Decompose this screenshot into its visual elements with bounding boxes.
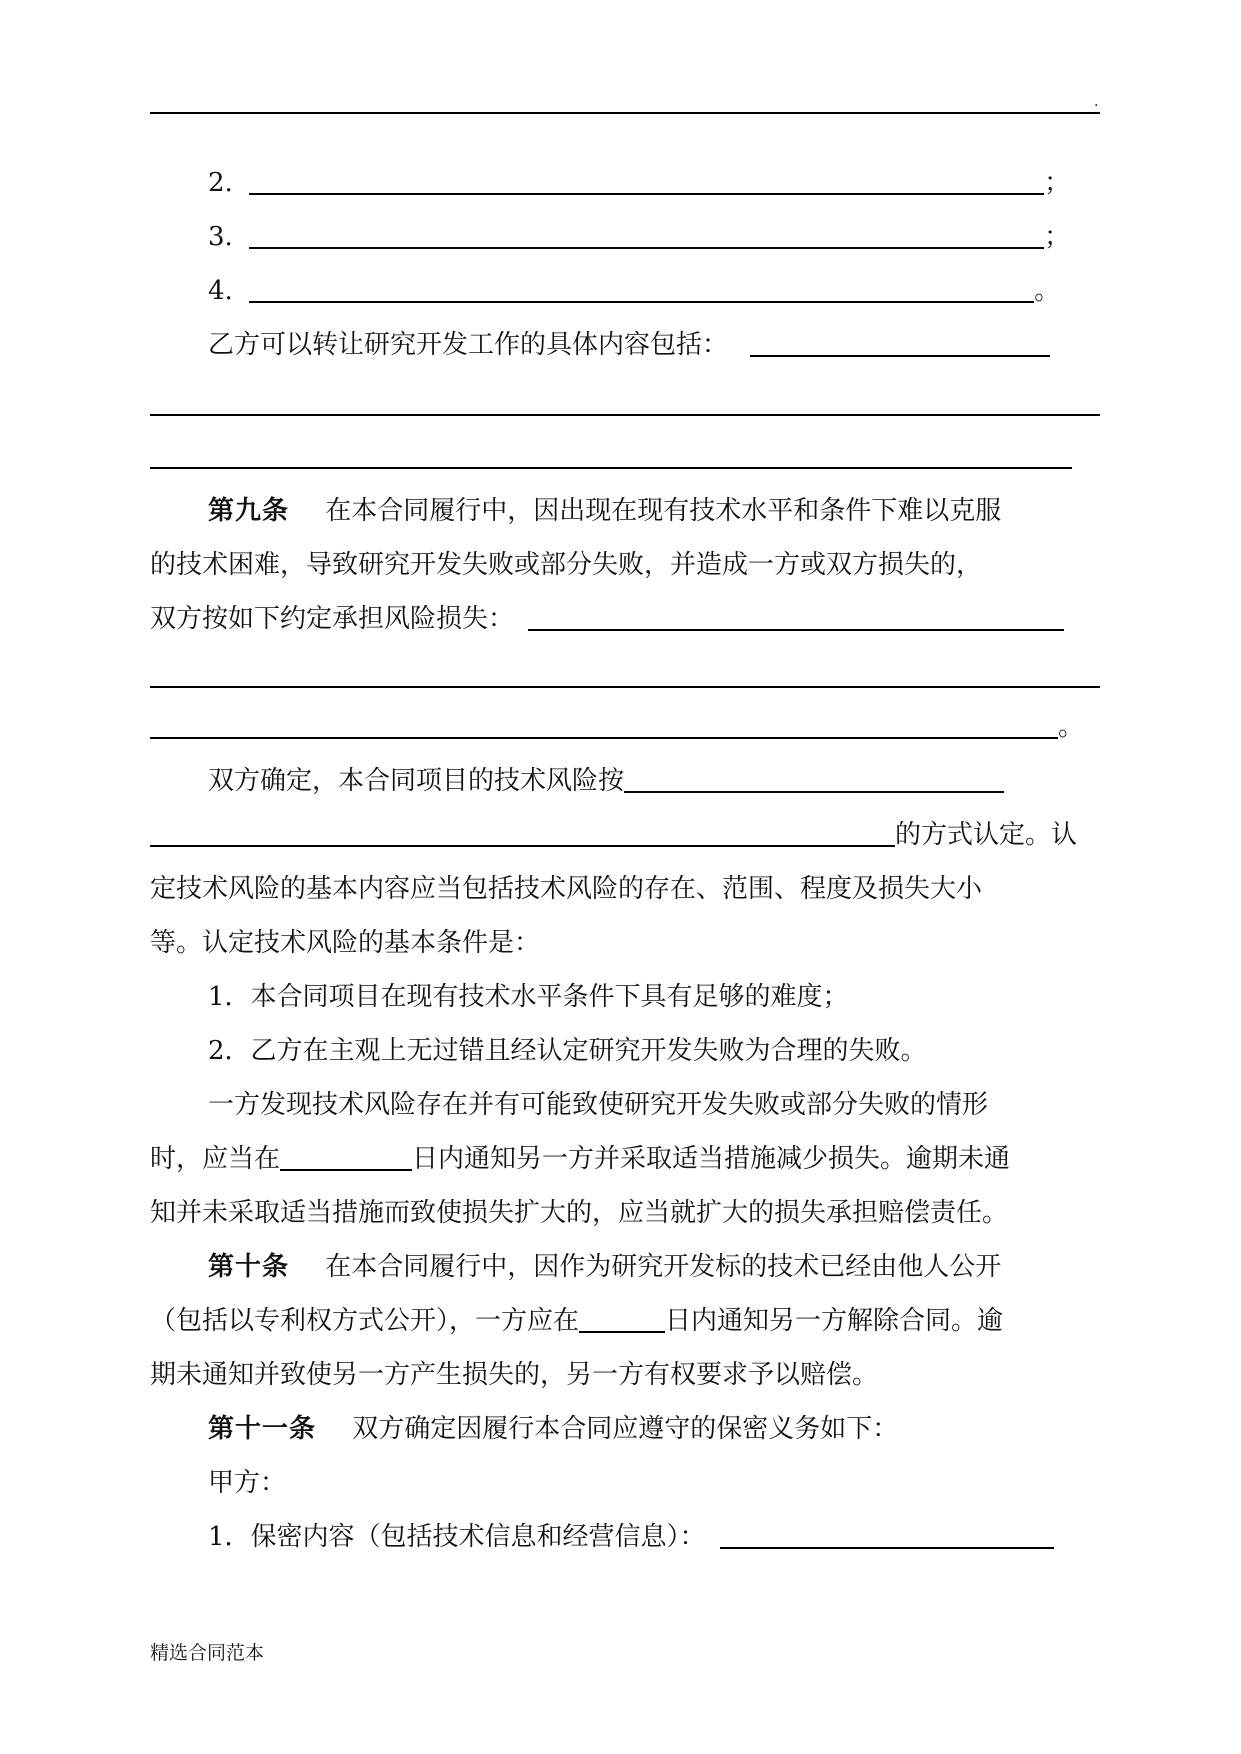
item-end: 。 bbox=[1034, 276, 1061, 306]
list-item bbox=[208, 166, 1100, 200]
item-number: 2. bbox=[208, 168, 233, 198]
risk-text: 双方确定，本合同项目的技术风险按 bbox=[208, 766, 625, 796]
article-11-text: 双方确定因履行本合同应遵守的保密义务如下： bbox=[352, 1414, 899, 1444]
article-9-text: 双方按如下约定承担风险损失： bbox=[150, 604, 515, 634]
article-10-line-3: 期未通知并致使另一方产生损失的，另一方有权要求予以赔偿。 bbox=[150, 1360, 879, 1390]
article-10-text: 日内通知另一方解除合同。逾 bbox=[665, 1306, 1004, 1336]
notice-line-1: 一方发现技术风险存在并有可能致使研究开发失败或部分失败的情形 bbox=[208, 1090, 989, 1120]
article-10-line-1 bbox=[208, 1250, 1100, 1284]
article-11-line-1 bbox=[208, 1412, 1100, 1446]
fill-blank bbox=[249, 167, 1044, 195]
risk-text: 的方式认定。认 bbox=[895, 820, 1078, 850]
article-9-line-1 bbox=[208, 494, 1100, 528]
transfer-line bbox=[208, 328, 1100, 362]
page-footer: 精选合同范本 bbox=[150, 1642, 265, 1664]
condition-1: 1．本合同项目在现有技术水平条件下具有足够的难度； bbox=[208, 982, 849, 1012]
fill-blank bbox=[249, 275, 1034, 303]
notice-text: 日内通知另一方并采取适当措施减少损失。逾期未通 bbox=[412, 1144, 1011, 1174]
fill-blank bbox=[750, 329, 1050, 357]
confidential-text: 1．保密内容（包括技术信息和经营信息）： bbox=[208, 1522, 706, 1552]
article-9-line-3 bbox=[150, 602, 1100, 636]
article-9-title: 第九条 bbox=[208, 496, 290, 526]
notice-text: 时，应当在 bbox=[150, 1144, 281, 1174]
fill-blank bbox=[150, 711, 1058, 739]
article-10-line-2 bbox=[150, 1304, 1100, 1338]
header-dot: . bbox=[1094, 94, 1099, 110]
list-item bbox=[208, 274, 1100, 308]
item-end: ； bbox=[1044, 222, 1071, 252]
article-10-text: （包括以专利权方式公开），一方应在 bbox=[150, 1306, 580, 1336]
transfer-label: 乙方可以转让研究开发工作的具体内容包括： bbox=[208, 330, 729, 360]
fill-blank bbox=[720, 1521, 1054, 1549]
notice-line-3: 知并未采取适当措施而致使损失扩大的，应当就扩大的损失承担赔偿责任。 bbox=[150, 1198, 1009, 1228]
line-end: 。 bbox=[1058, 712, 1085, 742]
fill-blank bbox=[579, 1305, 665, 1333]
fill-line bbox=[150, 467, 1072, 469]
article-10-title: 第十条 bbox=[208, 1252, 290, 1282]
fill-blank bbox=[249, 221, 1044, 249]
article-9-line-2: 的技术困难，导致研究开发失败或部分失败，并造成一方或双方损失的， bbox=[150, 550, 983, 580]
party-a-label: 甲方： bbox=[208, 1468, 287, 1498]
list-item bbox=[208, 220, 1100, 254]
header-rule bbox=[150, 112, 1100, 114]
fill-blank bbox=[280, 1143, 412, 1171]
fill-line bbox=[150, 414, 1100, 416]
condition-2: 2．乙方在主观上无过错且经认定研究开发失败为合理的失败。 bbox=[208, 1036, 927, 1066]
notice-line-2 bbox=[150, 1142, 1100, 1176]
risk-line-3: 定技术风险的基本内容应当包括技术风险的存在、范围、程度及损失大小 bbox=[150, 874, 983, 904]
article-9-line-5 bbox=[150, 710, 1100, 744]
confidential-item-1 bbox=[208, 1520, 1100, 1554]
fill-blank bbox=[150, 819, 895, 847]
article-11-title: 第十一条 bbox=[208, 1414, 317, 1444]
risk-line-4: 等。认定技术风险的基本条件是： bbox=[150, 928, 541, 958]
risk-line-1 bbox=[208, 764, 1100, 798]
item-number: 4. bbox=[208, 276, 233, 306]
fill-blank bbox=[624, 765, 1004, 793]
fill-blank bbox=[528, 603, 1064, 631]
item-end: ； bbox=[1044, 168, 1071, 198]
risk-line-2 bbox=[150, 818, 1100, 852]
fill-line bbox=[150, 686, 1100, 688]
article-9-text: 在本合同履行中，因出现在现有技术水平和条件下难以克服 bbox=[325, 496, 1002, 526]
article-10-text: 在本合同履行中，因作为研究开发标的技术已经由他人公开 bbox=[325, 1252, 1002, 1282]
item-number: 3. bbox=[208, 222, 233, 252]
